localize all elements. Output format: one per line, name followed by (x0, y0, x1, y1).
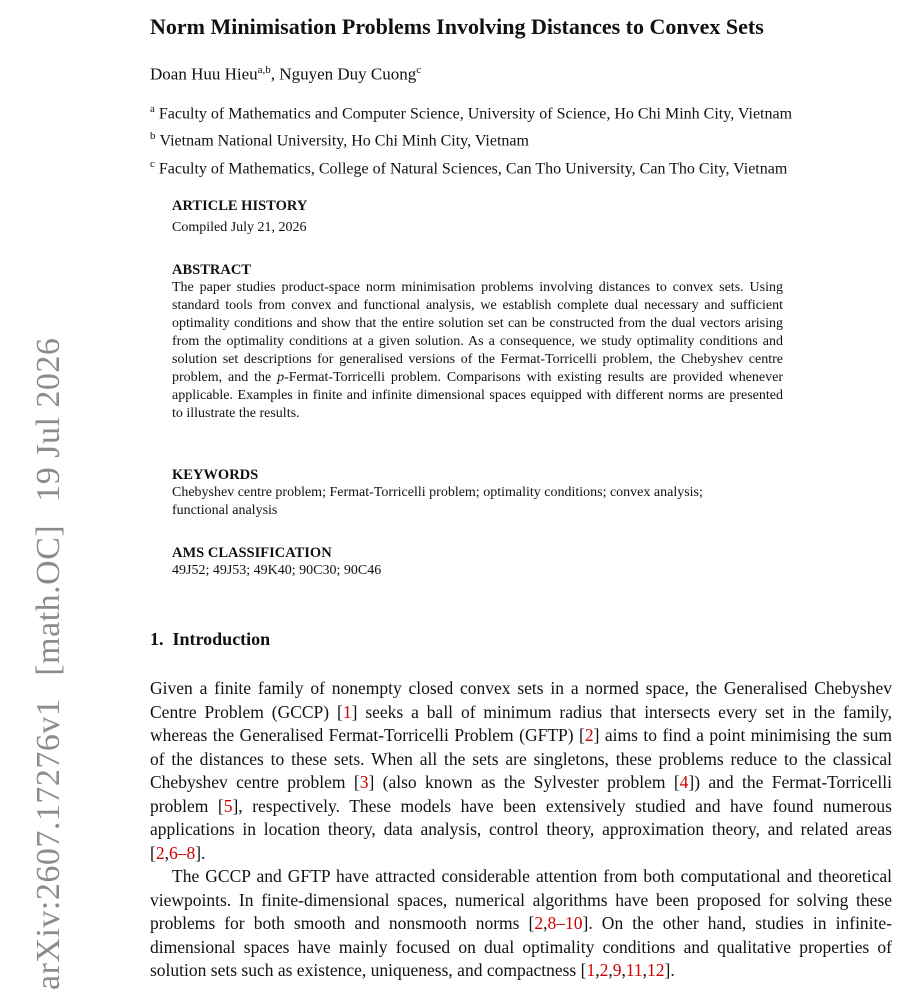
abstract-p-symbol: p (277, 370, 285, 385)
intro-text: , (642, 960, 648, 980)
affiliation-text: Vietnam National University, Ho Chi Minh City, Vietnam (159, 132, 529, 150)
author-affil-mark: c (416, 64, 422, 76)
author-list (150, 64, 421, 85)
author-separator: , (270, 64, 280, 84)
abstract-text-part1: The paper studies product-space norm minimisation problems involving distances to convex sets. Using standard tools from convex and functional analysis, we establish complete dual necessary and sufficient optimality conditions and show that the entire solution set can be constructed from the dual vectors arising from the optimality conditions at a given solution. As a consequence, we study optimality conditions and solution set descriptions for generalised versions of the Fermat-Torricelli problem, the Chebyshev centre problem, and the (172, 280, 783, 385)
intro-text: ]. (195, 842, 206, 863)
arxiv-id[interactable]: arXiv:2607.17276v1 (30, 698, 67, 990)
author-name: Doan Huu Hieu (150, 64, 258, 84)
intro-text: ] seeks a ball of minimum radius that intersects every set in the family, whereas the Generalised Fermat-Torricelli Problem (GFTP) [ (150, 701, 892, 745)
affiliation-mark: a (150, 103, 155, 115)
intro-text: , (595, 960, 600, 980)
ams-text: 49J52; 49J53; 49K40; 90C30; 90C46 (172, 563, 382, 578)
citation-link[interactable]: 2 (534, 913, 544, 933)
intro-text: , (543, 913, 548, 933)
intro-text: Given a finite family of nonempty closed convex sets in a normed space, the Generalised Chebyshev Centre Problem (GCCP) [ (150, 678, 892, 722)
intro-text: ], respectively. These models have been extensively studied and have found numerous applications in location theory, data analysis, control theory, approximation theory, and related areas [ (150, 795, 892, 863)
arxiv-category: [math.OC] (30, 524, 67, 676)
section-number: 1. (150, 629, 164, 649)
paper-title: Norm Minimisation Problems Involving Distances to Convex Sets (150, 14, 764, 39)
ams-block (172, 544, 783, 580)
intro-paragraph-1 (150, 677, 892, 865)
abstract-block (172, 261, 783, 423)
affiliation-list (150, 98, 792, 180)
keywords-text: Chebyshev centre problem; Fermat-Torricelli problem; optimality conditions; convex analysis; functional analysis (172, 485, 703, 518)
author-affil-mark: a,b (257, 64, 271, 76)
intro-text: ]. (664, 960, 675, 980)
citation-link[interactable]: 2 (155, 842, 165, 863)
citation-link[interactable]: 9 (612, 960, 622, 980)
citation-link[interactable]: 1 (586, 960, 596, 980)
article-history-block (172, 197, 783, 237)
intro-text: ] aims to find a point minimising the sum of the distances to these sets. When all the sets are singletons, these problems reduce to the classical Chebyshev centre problem [ (150, 725, 892, 792)
arxiv-date: 19 Jul 2026 (30, 337, 67, 502)
citation-link[interactable]: 2 (599, 960, 609, 980)
affiliation (150, 98, 792, 125)
introduction-body (150, 677, 892, 983)
arxiv-sidebar-stamp (30, 324, 68, 990)
affiliation-mark: b (150, 130, 156, 143)
section-title: Introduction (172, 629, 271, 649)
author-name: Nguyen Duy Cuong (279, 64, 417, 84)
ams-heading: AMS CLASSIFICATION (172, 545, 332, 561)
citation-link[interactable]: 12 (647, 960, 665, 980)
affiliation-text: Faculty of Mathematics, College of Natural Sciences, Can Tho University, Can Tho City, Vietnam (158, 159, 788, 177)
abstract-text (172, 279, 783, 423)
abstract-text-part2: -Fermat-Torricelli problem. Comparisons with existing results are provided whenever applicable. Examples in finite and infinite dimensional spaces equipped with different norms are presented to illustrate the results. (172, 370, 783, 421)
keywords-block (172, 466, 783, 520)
intro-paragraph-2 (150, 865, 892, 983)
article-history-text: Compiled July 21, 2026 (172, 220, 307, 235)
article-history-heading: ARTICLE HISTORY (172, 198, 308, 214)
intro-text: ]) and the Fermat-Torricelli problem [ (150, 772, 893, 816)
citation-link[interactable]: 6–8 (168, 842, 196, 863)
affiliation-mark: c (150, 157, 155, 170)
citation-link[interactable]: 1 (342, 701, 352, 722)
intro-text: , (164, 842, 169, 863)
affiliation (150, 153, 792, 180)
citation-link[interactable]: 2 (584, 725, 594, 745)
citation-link[interactable]: 5 (223, 795, 233, 816)
citation-link[interactable]: 11 (625, 960, 643, 980)
citation-link[interactable]: 3 (359, 772, 369, 792)
abstract-heading: ABSTRACT (172, 262, 251, 278)
citation-link[interactable]: 4 (679, 772, 689, 792)
intro-text: ]. On the other hand, studies in infinite-dimensional spaces have mainly focused on dual optimality conditions and qualitative properties of solution sets such as existence, uniqueness, and compactness [ (150, 913, 893, 980)
intro-text: ] (also known as the Sylvester problem [ (368, 772, 680, 792)
citation-link[interactable]: 8–10 (547, 913, 583, 933)
intro-text: , (608, 960, 613, 980)
intro-text: , (621, 960, 626, 980)
section-heading (150, 629, 270, 650)
affiliation-text: Faculty of Mathematics and Computer Science, University of Science, Ho Chi Minh City, Vietnam (158, 105, 793, 123)
intro-text: The GCCP and GFTP have attracted considerable attention from both computational and theoretical viewpoints. In finite-dimensional spaces, numerical algorithms have been proposed for solving these problems for both smooth and nonsmooth norms [ (150, 866, 892, 933)
affiliation (150, 125, 792, 152)
keywords-heading: KEYWORDS (172, 467, 259, 483)
